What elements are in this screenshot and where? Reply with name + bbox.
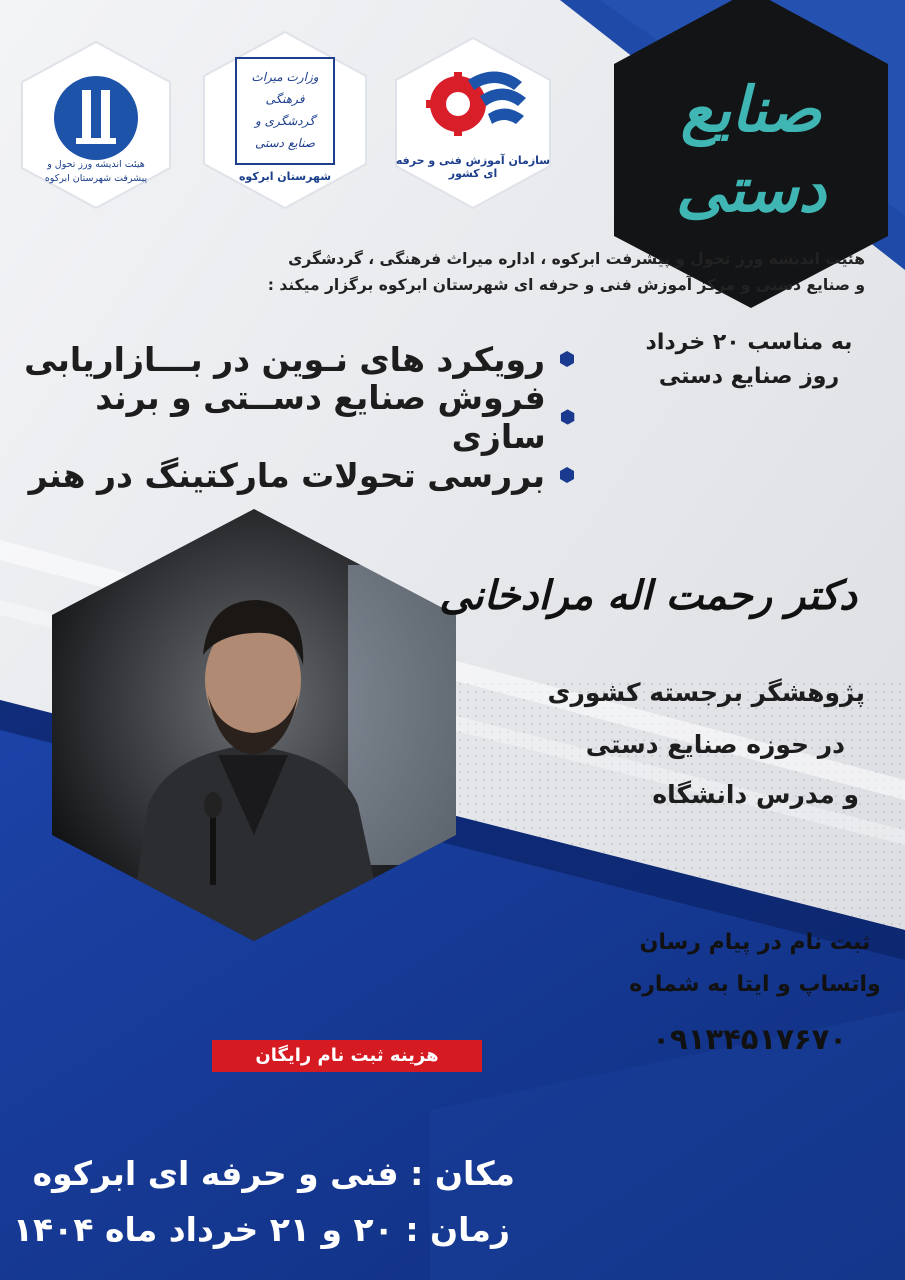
- speaker-desc-1: پژوهشگر برجسته کشوری: [547, 678, 865, 707]
- topic-item: [15, 446, 575, 504]
- registration-info: [625, 922, 885, 1006]
- intro-line-1: هئیت اندیشه ورز تحول و پیشرفت ابرکوه ، اداره میراث فرهنگی ، گردشگری: [288, 250, 865, 268]
- logo-heritage-ministry: [200, 30, 370, 210]
- logo-center-caption: شهرستان ابرکوه: [238, 170, 332, 183]
- logo-abarkuh-council: [18, 40, 174, 210]
- speaker-photo: [48, 505, 460, 945]
- registration-line-2: واتساپ و ایتا به شماره: [629, 972, 881, 997]
- logo-right-caption: سازمان آموزش فنی و حرفه ای کشور: [395, 154, 551, 180]
- topic-label: فروش صنایع دســتی و برند سازی: [95, 378, 546, 456]
- topics-list: [15, 330, 575, 504]
- speaker-desc-2: در حوزه صنایع دستی: [585, 730, 845, 759]
- title-calligraphy: صنایع دستی: [676, 73, 826, 226]
- hexagon-bullet-icon: [559, 467, 575, 483]
- registration-line-1: ثبت نام در پیام رسان: [639, 930, 871, 955]
- occasion-line-1: به مناسب ۲۰ خرداد: [645, 330, 853, 355]
- event-place: مکان : فنی و حرفه ای ابرکوه: [32, 1154, 515, 1193]
- intro-line-2: و صنایع دستی و مرکز آموزش فنی و حرفه ای شهرستان ابرکوه برگزار میکند :: [267, 276, 865, 294]
- hexagon-bullet-icon: [560, 409, 575, 425]
- speaker-name: دکتر رحمت اله مرادخانی: [439, 572, 857, 619]
- free-registration-badge: هزینه ثبت نام رایگان: [212, 1040, 482, 1072]
- occasion-line-2: روز صنایع دستی: [658, 364, 840, 389]
- topic-item: [15, 378, 575, 456]
- logo-tvto: [392, 36, 554, 210]
- topic-label: رویکرد های نـوین در بـــازاریابی: [24, 339, 545, 379]
- logo-left-caption: هیئت اندیشه ورز تحول و پیشرفت شهرستان ابرکوه: [44, 159, 148, 184]
- occasion-text: [629, 326, 869, 394]
- event-time: زمان : ۲۰ و ۲۱ خرداد ماه ۱۴۰۴: [12, 1210, 510, 1249]
- topic-label: بررسی تحولات مارکتینگ در هنر: [28, 455, 545, 495]
- registration-phone: ۰۹۱۳۴۵۱۷۶۷۰: [652, 1022, 847, 1056]
- ministry-inner-text: وزارت میراث فرهنگی گردشگری و صنایع دستی: [251, 70, 319, 150]
- hexagon-bullet-icon: [559, 351, 575, 367]
- intro-text: [25, 246, 865, 298]
- speaker-desc-3: و مدرس دانشگاه: [652, 780, 859, 809]
